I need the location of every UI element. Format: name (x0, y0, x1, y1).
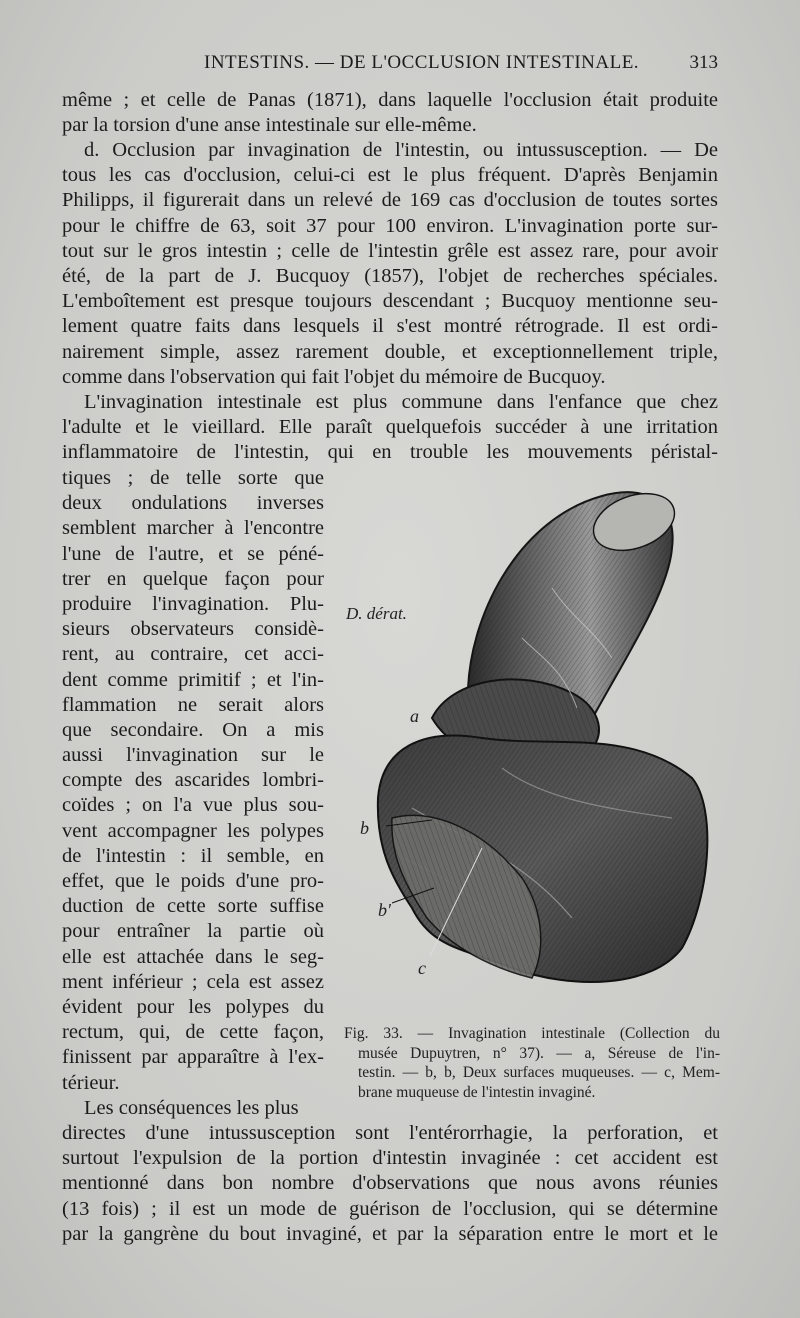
caption-line: brane muqueuse de l'intestin invaginé. (358, 1083, 596, 1101)
caption-line: testin. — b, b, Deux surfaces muqueuses. — c, Mem- (358, 1064, 720, 1081)
text-line: produire l'invagination. Plu- (62, 592, 324, 615)
text-line: semblent marcher à l'encontre (62, 517, 324, 540)
text-line: par la gangrène du bout invaginé, et par la séparation entre le mort et le (62, 1222, 718, 1245)
text-line: par la torsion d'une anse intestinale sur elle-même. (62, 114, 477, 137)
text-line: tout sur le gros intestin ; celle de l'intestin grêle est assez rare, pour avoir (62, 239, 718, 262)
text-line: d. Occlusion par invagination de l'intestin, ou intussusception. — De (84, 139, 718, 161)
paragraph-2 (62, 138, 718, 390)
figure-label-a: a (410, 706, 419, 726)
header-title: INTESTINS. — DE L'OCCLUSION INTESTINALE. (204, 52, 640, 73)
text-line: rent, au contraire, cet acci- (62, 643, 324, 666)
paragraph-4 (62, 1121, 718, 1247)
text-line: directes d'une intussusception sont l'entérorrhagie, la perforation, et (62, 1122, 718, 1144)
paragraph-4-column (62, 1096, 324, 1121)
text-line: sieurs observateurs considè- (62, 618, 324, 641)
text-line: mentionné dans bon nombre d'observations que nous avons réunies (62, 1172, 718, 1195)
text-line: Philipps, il figurerait dans un relevé de 169 cas d'occlusion de toutes sortes (62, 189, 718, 212)
text-line: rectum, qui, de cette façon, (62, 1021, 324, 1044)
text-line: tous les cas d'occlusion, celui-ci est le plus fréquent. D'après Benjamin (62, 164, 718, 187)
paragraph-3-column (62, 466, 324, 1096)
text-line: L'emboîtement est presque toujours descendant ; Bucquoy mentionne seu- (62, 290, 718, 313)
figure-signature: D. dérat. (346, 604, 407, 623)
intestine-engraving (372, 478, 712, 990)
text-line: finissent par apparaître à l'ex- (62, 1046, 324, 1069)
text-line: Les conséquences les plus (84, 1097, 299, 1119)
running-header (62, 52, 718, 80)
figure-label-b: b (360, 818, 369, 838)
text-line: lement quatre faits dans lesquels il s'est montré rétrograde. Il est ordi- (62, 315, 718, 338)
text-line: coïdes ; on l'a vue plus sou- (62, 794, 324, 817)
text-line: dent comme primitif ; et l'in- (62, 668, 324, 691)
text-line: aussi l'invagination sur le (62, 744, 324, 767)
figure-caption (344, 1024, 720, 1102)
text-line: elle est attachée dans le seg- (62, 945, 324, 968)
text-line: que secondaire. On a mis (62, 718, 324, 741)
text-line: l'une de l'autre, et se péné- (62, 542, 324, 565)
text-line: pour entraîner la partie où (62, 920, 324, 943)
text-line: été, de la part de J. Bucquoy (1857), l'objet de recherches spéciales. (62, 264, 718, 287)
text-line: effet, que le poids d'une pro- (62, 870, 324, 892)
text-line: évident pour les polypes du (62, 995, 324, 1018)
text-line: pour le chiffre de 63, soit 37 pour 100 environ. L'invagination porte sur- (62, 214, 718, 237)
text-line: l'adulte et le vieillard. Elle paraît quelquefois succéder à une irritation (62, 416, 718, 439)
text-line: tiques ; de telle sorte que (62, 467, 324, 489)
text-line: nairement simple, assez rarement double, et exceptionnellement triple, (62, 340, 718, 363)
figure-label-b-prime: b' (378, 900, 391, 920)
text-line: (13 fois) ; il est un mode de guérison de l'occlusion, qui se détermine (62, 1197, 718, 1220)
caption-line: Fig. 33. — Invagination intestinale (Collection du (344, 1025, 720, 1042)
text-line: comme dans l'observation qui fait l'objet du mémoire de Bucquoy. (62, 365, 606, 388)
text-line: deux ondulations inverses (62, 492, 324, 515)
text-line: térieur. (62, 1071, 120, 1094)
paragraph-1 (62, 88, 718, 138)
text-line: même ; et celle de Panas (1871), dans laquelle l'occlusion était produite (62, 89, 718, 111)
caption-line: musée Dupuytren, n° 37). — a, Séreuse de l'in- (358, 1044, 720, 1062)
text-line: L'invagination intestinale est plus commune dans l'enfance que chez (84, 391, 718, 413)
text-line: flammation ne serait alors (62, 693, 324, 716)
figure-label-c: c (418, 958, 426, 978)
text-line: duction de cette sorte suffise (62, 895, 324, 918)
text-line: vent accompagner les polypes (62, 819, 324, 842)
text-line: inflammatoire de l'intestin, qui en trouble les mouvements péristal- (62, 441, 718, 464)
text-line: de l'intestin : il semble, en (62, 844, 324, 867)
paragraph-3 (62, 390, 718, 466)
text-line: compte des ascarides lombri- (62, 769, 324, 792)
text-line: surtout l'expulsion de la portion d'intestin invaginée : cet accident est (62, 1147, 718, 1170)
page-number: 313 (689, 52, 718, 73)
text-line: ment inférieur ; cela est assez (62, 970, 324, 993)
text-line: trer en quelque façon pour (62, 567, 324, 590)
